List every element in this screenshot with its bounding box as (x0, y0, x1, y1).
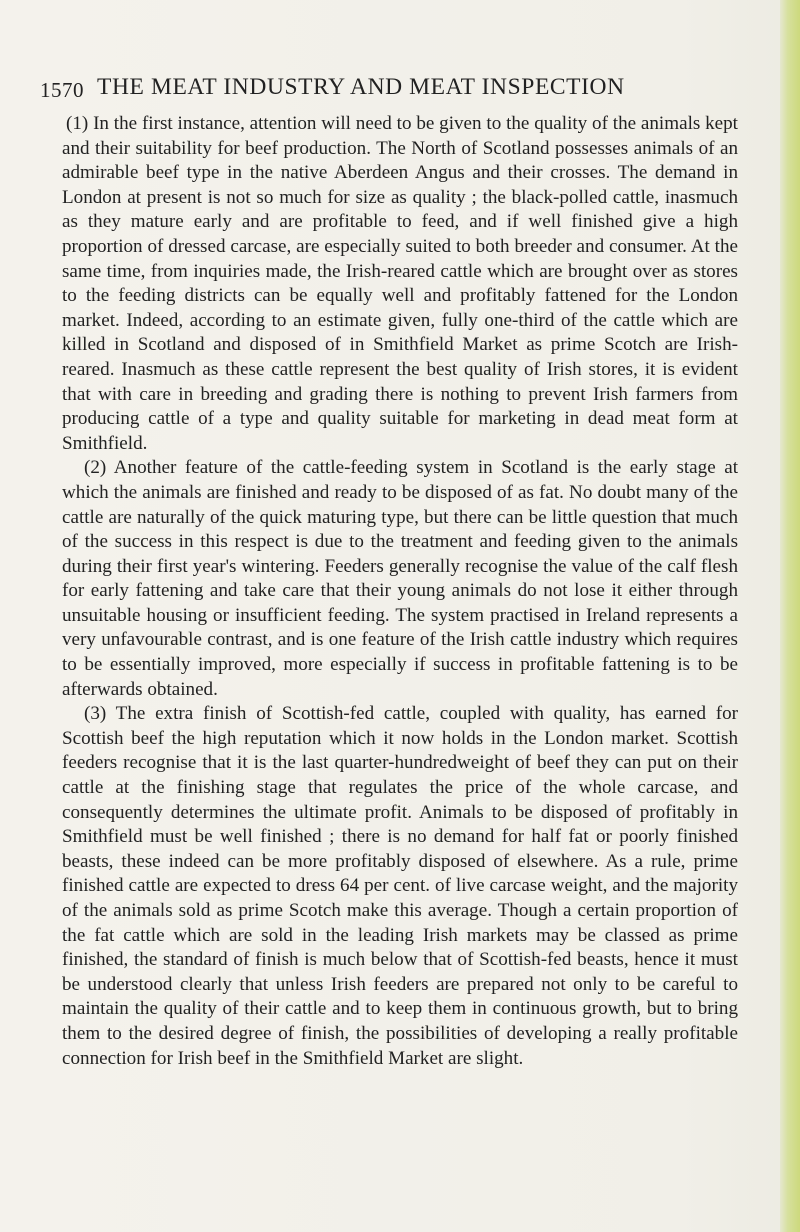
body-text (62, 112, 738, 1071)
running-title: THE MEAT INDUSTRY AND MEAT INSPECTION (97, 74, 625, 100)
paragraph-quality-of-animals: (1) In the first instance, attention will need to be given to the quality of the animals kept and their suitability for beef production. The North of Scotland possesses animals of an admirable beef type in the native Aberdeen Angus and their crosses. The demand in London at present is not so much for size as quality ; the black-polled cattle, inasmuch as they mature early and are profitable to feed, and if well finished give a high proportion of dressed carcase, are especially suited to both breeder and consumer. At the same time, from inquiries made, the Irish-reared cattle which are brought over as stores to the feeding districts can be equally well and profitably fattened for the London market. Indeed, according to an estimate given, fully one-third of the cattle which are killed in Scotland and disposed of in Smithfield Market as prime Scotch are Irish-reared. Inasmuch as these cattle represent the best quality of Irish stores, it is evident that with care in breeding and grading there is nothing to prevent Irish farmers from producing cattle of a type and quality suitable for marketing in dead meat form at Smithfield. (62, 113, 738, 454)
page-edge (780, 0, 800, 1232)
paragraph-extra-finish: (3) The extra finish of Scottish-fed cattle, coupled with quality, has earned for Scottish beef the high reputation which it now holds in the London market. Scottish feeders recognise that it is the last quarter-hundredweight of beef they can put on their cattle at the finishing stage that regulates the price of the whole carcase, and consequently determines the ultimate profit. Animals to be disposed of profitably in Smithfield must be well finished ; there is no demand for half fat or poorly finished beasts, these indeed can be more profitably disposed of elsewhere. As a rule, prime finished cattle are expected to dress 64 per cent. of live carcase weight, and the majority of the animals sold as prime Scotch make this average. Though a certain proportion of the fat cattle which are sold in the leading Irish markets may be classed as prime finished, the standard of finish is much below that of Scottish-fed beasts, hence it must be understood clearly that unless Irish feeders are prepared not only to be careful to maintain the quality of their cattle and to keep them in continuous growth, but to bring them to the desired degree of finish, the possibilities of developing a really profitable connection for Irish beef in the Smithfield Market are slight. (62, 703, 738, 1069)
page-number: 1570 (40, 78, 84, 102)
page-header (40, 74, 730, 104)
paragraph-early-finishing: (2) Another feature of the cattle-feeding system in Scotland is the early stage at which the animals are finished and ready to be disposed of as fat. No doubt many of the cattle are naturally of the quick maturing type, but there can be little question that much of the success in this respect is due to the treatment and feeding given to the animals during their first year's wintering. Feeders generally recognise the value of the calf flesh for early fattening and take care that their young animals do not lose it either through unsuitable housing or insufficient feeding. The system practised in Ireland represents a very unfavourable contrast, and is one feature of the Irish cattle industry which requires to be essentially improved, more especially if success in profitable fattening is to be afterwards obtained. (62, 457, 738, 700)
